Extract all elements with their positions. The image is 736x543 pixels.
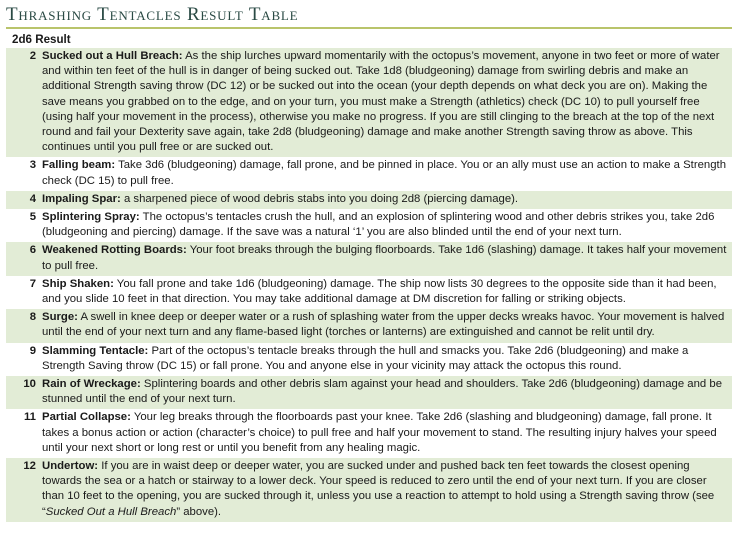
roll-value: 10 bbox=[23, 378, 36, 391]
table-row bbox=[6, 409, 732, 458]
table-row bbox=[6, 276, 732, 309]
result-description bbox=[42, 376, 732, 409]
result-text: Part of the octopus’s tentacle breaks through the hull and smacks you. Take 2d6 (bludgeoning) and make a Strength Saving throw (DC 15) or fall prone. You and anyone else in your vicinity may attack the octopus this round. bbox=[42, 344, 689, 372]
table-row bbox=[6, 48, 732, 157]
roll-value: 4 bbox=[29, 192, 36, 205]
cross-reference: Sucked Out a Hull Breach bbox=[45, 505, 177, 518]
result-text: You fall prone and take 1d6 (bludgeoning) damage. The ship now lists 30 degrees to the opposite side than it had been, and you slide 10 feet in that direction. You may take additional damage at DM discretion for falling or striking objects. bbox=[42, 277, 717, 306]
table-row bbox=[6, 157, 732, 190]
result-name: Ship Shaken: bbox=[42, 277, 114, 290]
result-description bbox=[42, 309, 732, 342]
roll-value: 3 bbox=[29, 159, 36, 172]
result-text: Splintering boards and other debris slam against your head and shoulders. Take 2d6 (bludgeoning) damage and be stunned until the end of your next turn. bbox=[42, 378, 722, 406]
result-text: A swell in knee deep or deeper water or a rush of splashing water from the upper decks wreaks havoc. Your movement is halved until the end of your next turn and any flame-based light (torches or lanterns) are extinguished and cannot be relit until dry. bbox=[42, 311, 725, 339]
result-description bbox=[42, 343, 732, 376]
result-name: Slamming Tentacle: bbox=[42, 344, 149, 357]
roll-value: 8 bbox=[29, 311, 36, 324]
result-name: Undertow: bbox=[42, 460, 99, 473]
result-description bbox=[42, 191, 732, 209]
roll-value: 7 bbox=[29, 277, 36, 290]
result-description bbox=[42, 209, 732, 242]
result-text: Take 3d6 (bludgeoning) damage, fall prone, and be pinned in place. You or an ally must use an action to make a Strength check (DC 15) to pull free. bbox=[42, 159, 727, 187]
result-name: Splintering Spray: bbox=[42, 211, 140, 224]
result-text: The octopus’s tentacles crush the hull, and an explosion of splintering wood and other debris strikes you, take 2d6 (bludgeoning and piercing) damage. If the save was a natural ‘1’ you are also blinded until the end of your next turn. bbox=[42, 211, 715, 239]
result-description bbox=[42, 157, 732, 190]
table-row bbox=[6, 191, 732, 209]
result-text: Your leg breaks through the floorboards past your knee. Take 2d6 (slashing and bludgeoning) damage, fall prone. It takes a bonus action or action (character’s choice) to pull free and half your movement to stand. The resulting injury halves your speed until your next short or long rest or until you benefit from any healing magic. bbox=[42, 411, 717, 454]
table-row bbox=[6, 343, 732, 376]
table-row bbox=[6, 242, 732, 275]
result-name: Impaling Spar: bbox=[42, 192, 121, 205]
result-description bbox=[42, 242, 732, 275]
column-header: 2d6 Result bbox=[12, 33, 71, 46]
result-table-body bbox=[6, 48, 732, 522]
result-table bbox=[6, 48, 732, 522]
roll-value: 11 bbox=[24, 411, 36, 424]
table-row bbox=[6, 458, 732, 522]
roll-value: 9 bbox=[29, 344, 36, 357]
roll-value: 2 bbox=[29, 50, 36, 62]
roll-value: 6 bbox=[29, 244, 36, 257]
result-name: Partial Collapse: bbox=[42, 411, 131, 424]
table-row bbox=[6, 309, 732, 342]
result-text: As the ship lurches upward momentarily with the octopus’s movement, anyone in two feet or more of water and within ten feet of the hull is in danger of being sucked out. Take 1d8 (bludgeoning) damage from swirling debris and make an additional Strength saving throw (DC 12) or be sucked out into the ocean (your depth depends on what deck you are on). Making the save means you grabbed on to the edge, and on your turn, you must make a Strength (athletics) check (DC 10) to pull yourself free (using half your movement in the process), otherwise you make no progress. If you are still clinging to the breach at the top of the next round and fail your Dexterity save again, take 2d8 (bludgeoning) damage and make another Strength saving throw as above. This continues until you pull free or are sucked out. bbox=[42, 50, 720, 154]
result-name: Surge: bbox=[42, 311, 78, 324]
roll-value: 5 bbox=[29, 211, 36, 224]
result-name: Weakened Rotting Boards: bbox=[42, 244, 187, 257]
result-text: a sharpened piece of wood debris stabs into you doing 2d8 (piercing damage). bbox=[120, 192, 519, 205]
result-text-end: ” above). bbox=[176, 505, 222, 518]
result-name: Falling beam: bbox=[42, 159, 116, 172]
result-text: If you are in waist deep or deeper water, you are sucked under and pushed back ten feet towards the closest opening towards the sea or a hatch or stairway to a lower deck. Your speed is reduced to zero until the end of your next turn. If you are closer than 10 feet to the opening, you are sucked through it, unless you use a reaction to attempt to hold using a Strength saving throw (see “ bbox=[42, 460, 715, 518]
table-title: Thrashing Tentacles Result Table bbox=[6, 4, 732, 29]
result-description bbox=[42, 48, 732, 157]
result-description bbox=[42, 409, 732, 458]
result-name: Rain of Wreckage: bbox=[42, 378, 141, 391]
result-name: Sucked out a Hull Breach: bbox=[42, 50, 183, 62]
result-description bbox=[42, 458, 732, 522]
result-text: Your foot breaks through the bulging floorboards. Take 1d6 (slashing) damage. It takes half your movement to pull free. bbox=[42, 244, 727, 272]
roll-value: 12 bbox=[23, 460, 36, 473]
table-row bbox=[6, 376, 732, 409]
table-row bbox=[6, 209, 732, 242]
result-description bbox=[42, 276, 732, 309]
